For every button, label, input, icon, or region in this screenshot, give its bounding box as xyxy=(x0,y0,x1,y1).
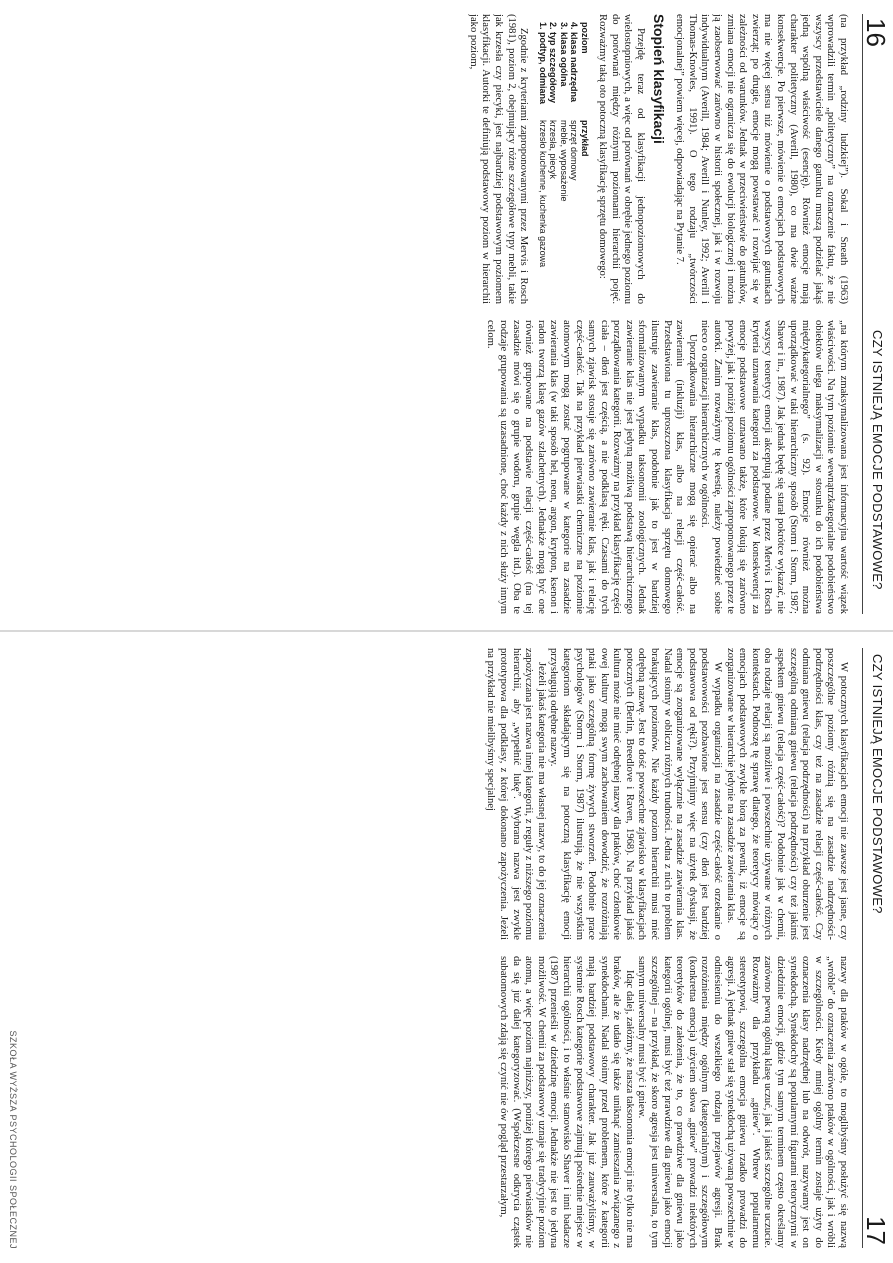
text-column-1 xyxy=(19,648,849,940)
table-cell: 4. klasa nadrzędna xyxy=(569,22,580,103)
library-stamp: SZKOŁA WYŻSZA PSYCHOLOGII SPOŁECZNEJ xyxy=(8,1030,18,1249)
table-cell: 3. klasa ogólna xyxy=(558,22,569,87)
paragraph: (na przykład „rodziny ludzkiej”). Sokal i Sneath (1963) wprowadzili termin „politetyczny” na oznaczenie faktu, że nie wszyscy przedstawiciele danego gatunku muszą podzielać jakąś jedną wspólną właściwość (esencję). Również emocje mają charakter politetyczny (Averill, 1980), co ma dwie ważne konsekwencje. Po pierwsze, mówienie o emocjach podstawowych ma nie więcej sensu niż mówienie o podstawowych gatunkach zwierząt; po drugie, emocje mogą powstawać i rozwijać się w zależności od warunków. Jednak w przeciwieństwie do gatunków, zmiana emocji nie ogranicza się do ewolucji biologicznej i można ją zaobserwować zarówno w historii społecznej, jak i w rozwoju indywidualnym (Averill, 1984; Averill i Nunley, 1992; Averill i Thomas-Knowles, 1991). O tego rodzaju „twórczości emocjonalnej” powiem więcej, odpowiadając na Pytanie 7. xyxy=(674,14,849,304)
table-row xyxy=(569,22,580,283)
table-row xyxy=(537,22,548,283)
paragraph: nazwy dla ptaków w ogóle, to moglibyśmy posłużyć się nazwą „wróble” do oznaczenia zarówno ptaków w ogólności, jak i wróbli w szczególności. Kiedy mniej ogólny termin zostaje użyty do oznaczenia klasy nadrzędnej lub na odwrót, nazywamy jest on synekdochą. Synekdochy są popularnymi figurami retorycznymi w dziedzinie emocji, gdzie tym samym terminem często określamy zarówno pewną ogólną klasę uczuć, jak i jakieś szczególne uczucie. Rozważmy dla przykładu „gniew”. Wbrew popularnemu stereotypowi, szczególna emocja gniewu rzadko prowadzi do agresji. A jednak gniew stał się synekdochą używaną powszechnie w odniesieniu do wszelkiego rodzaju przejawów agresji. Brak rozróżnienia między ogólnym (kategorialnym) i szczegółowym (konkretna emocja) użyciem słowa „gniew” prowadzi niektórych teoretyków do założenia, że to, co prawdziwe dla gniewu jako kategorii ogólnej, musi być też prawdziwe dla gniewu jako emocji szczególnej – na przykład, że skoro agresja jest uniwersalna, to tym samym uniwersalny musi być i gniew. xyxy=(636,956,849,1248)
right-page xyxy=(0,632,893,1263)
column-header: poziom xyxy=(579,22,590,54)
table-row xyxy=(558,22,569,283)
table-cell: sprzęt domowy xyxy=(569,120,580,181)
page-number: 17 xyxy=(861,1216,891,1245)
paragraph: W potocznych klasyfikacjach emocji nie zawsze jest jasne, czy poszczególne poziomy różnią się na zasadzie nadrzędności-podrzędności klas, czy też na zasadzie relacji część-całość. Czy odmiana gniewu (relacja podrzędności) na przykład oburzenie jest szczególną odmianą gniewu (relacja podrzędności) czy też jakimś aspektem gniewu (relacja część-całość)? Podobnie jak w chemii, oba rodzaje relacji są możliwe i powszechnie używane w różnych kontekstach. Podnoszę tę sprawę dlatego, że teoretycy mówiący o emocjach podstawowych zwykle biorą za pewnik, iż emocje są zorganizowane w hierarchie jedynie na zasadzie zawierania klas. xyxy=(724,648,849,940)
table-cell: krzesła, piecyk xyxy=(548,120,559,180)
running-header: CZY ISTNIEJĄ EMOCJE PODSTAWOWE? xyxy=(870,654,885,914)
table-header-row xyxy=(579,22,590,283)
text-column-2 xyxy=(19,320,849,614)
table-cell: meble, wyposażenie xyxy=(558,120,569,202)
paragraph: Idąc dalej, załóżmy, że nasza taksonomia emocji nie tylko nie ma braków, ale że udało się także uniknąć zamieszania związanego z synekdochami. Nadal stoimy przed problemem, które z kategorii mają bardziej podstawowy charakter. Jak już zauważyliśmy, w systemie Rosch kategorie podstawowe zajmują pośrednie miejsce w hierarchii ogólności, i to właśnie stanowisko Shaver i inni badacze (1987) przenieśli w dziedzinę emocji. Jednakże nie jest to jedyna możliwość. W chemii za podstawowy uznaje się tradycyjnie poziom atomu, a więc poziom najniższy, poniżej którego pierwiastków nie da się już dalej kategoryzować. (Współczesne odkrycia cząstek subatomowych zdają się czynić nie ów pogląd przestarzałym, xyxy=(497,956,635,1248)
running-header: CZY ISTNIEJĄ EMOCJE PODSTAWOWE? xyxy=(870,330,885,590)
text-column-1 xyxy=(19,14,849,304)
paragraph: Zgodnie z kryteriami zaproponowanymi przez Mervis i Rosch (1981), poziom 2, obejmujący różne szczegółowe typy mebli, takie jak krzesła czy piecyki, jest najbardziej podstawowym poziomem klasyfikacji. Autorki te definiują podstawowy poziom w hierarchii jako poziom, xyxy=(467,14,530,304)
section-heading: Stopień klasyfikacji xyxy=(650,14,667,144)
table-row xyxy=(548,22,559,283)
paragraph: Jeżeli jakaś kategoria nie ma własnej nazwy, to do jej oznaczenia zapożyczana jest nazwa innej kategorii, z reguły z niższego poziomu hierarchii, aby „wypełnić lukę”. Wybrana nazwa jest zwykle prototypowa dla podklasy, z której dokonano zapożyczenia. Jeżeli na przykład nie mielibyśmy specjalnej xyxy=(485,648,547,940)
header-rule xyxy=(862,648,863,1248)
paragraph: W wypadku organizacji na zasadzie część-całość orzekanie o podstawowości pozbawione jest sensu (czy dłoń jest bardziej podstawowa od ręki?). Przyjmijmy więc na użytek dyskusji, że emocje są zorganizowane wyłącznie na zasadzie zawierania klas. Nadal stoimy w obliczu różnych trudności. Jedna z nich to problem brakujących poziomów. Nie każdy poziom hierarchii musi mieć odrębną nazwę. Jest to dość powszechne zjawisko w klasyfikacjach potocznych (Berlin, Breedlove i Raven, 1968). Na przykład jakaś kultura może nie mieć odrębnej nazwy dla ptaków, choć członkowie owej kultury mogą swym zachowaniem dowodzić, że rozróżniają ptaki jako szczególną formę żywych stworzeń. Podobnie prace psychologów (Storm i Storm, 1987) ilustrują, że nie wszystkim kategoriom składającym się na potoczną klasyfikację emocji przysługują odrębne nazwy. xyxy=(548,648,724,940)
table-cell: 1. podtyp, odmiana xyxy=(537,22,548,105)
column-header: przykład xyxy=(579,120,590,157)
left-page xyxy=(0,0,893,630)
levels-table xyxy=(537,22,590,283)
table-cell: 2. typ szczegółowy xyxy=(548,22,559,104)
text-column-2 xyxy=(19,956,849,1248)
paragraph: „na którym zmaksymalizowana jest informacyjna wartość wiązek właściwości. Na tym poziomie wewnątrzkategorialne podobieństwo obiektów ulega maksymalizacji w stosunku do ich podobieństwa międzykategorialnego” (s. 92). Emocje również można uporządkować w taki hierarchiczny sposób (Storm i Storm, 1987; Shaver i in., 1987). Jak jednak będę się starał pokrótce wykazać, nie wszyscy teoretycy emocji akceptują podane przez Mervis i Rosch kryteria uznawania kategorii za podstawowe. W konsekwencji za emocje podstawowe uznawano także, które lokują się zarówno powyżej, jak i poniżej poziomu ogólności zaproponowanego przez te autorki. Zanim rozważymy tę kwestię, należy powiedzieć sobie nieco o organizacji hierarchicznych w ogólności. xyxy=(699,320,849,614)
table-cell: krzesło kuchenne, kuchenka gazowa xyxy=(537,120,548,268)
paragraph: Przejdę teraz od klasyfikacji jednopoziomowych do wielostopniowych, a więc od porównań w obrębie jednego poziomu do porównań między różnymi poziomami hierarchii pojęć. Rozważmy taką oto potoczną klasyfikację sprzętu domowego: xyxy=(597,14,647,304)
paragraph: Uporządkowania hierarchiczne mogą się opierać albo na zawieraniu (inkluzji) klas, albo na relacji część-całość. Przedstawiona tu uproszczona klasyfikacja sprzętu domowego ilustruje zawieranie klas, podobnie jak to jest w bardziej sformalizowanym wypadku taksonomii zoologicznych. Jednak zawieranie klas nie jest jedyną możliwą podstawą hierarchicznego porządkowania kategorii. Rozważmy na przykład klasyfikację części ciała – dłoń jest częścią, a nie podklasą ręki. Czasami do tych samych zjawisk stosuje się zarówno zawieranie klas, jak i relację część-całość. Tak na przykład pierwiastki chemiczne na poziomie atomowym mogą zostać pogrupowane w kategorie na zasadzie zawierania klas (w taki sposób hel, neon, argon, krypton, ksenon i radon tworzą klasę gazów szlachetnych). Jednakże mogą być one również grupowane na podstawie relacji część-całość (na tej zasadzie mówi się o grupie wodoru, grupie węgla itd.). Oba te rodzaje grupowania są uzasadnione, choć każdy z nich służy innym celom. xyxy=(485,320,698,614)
header-rule xyxy=(862,14,863,614)
page-number: 16 xyxy=(861,18,891,47)
